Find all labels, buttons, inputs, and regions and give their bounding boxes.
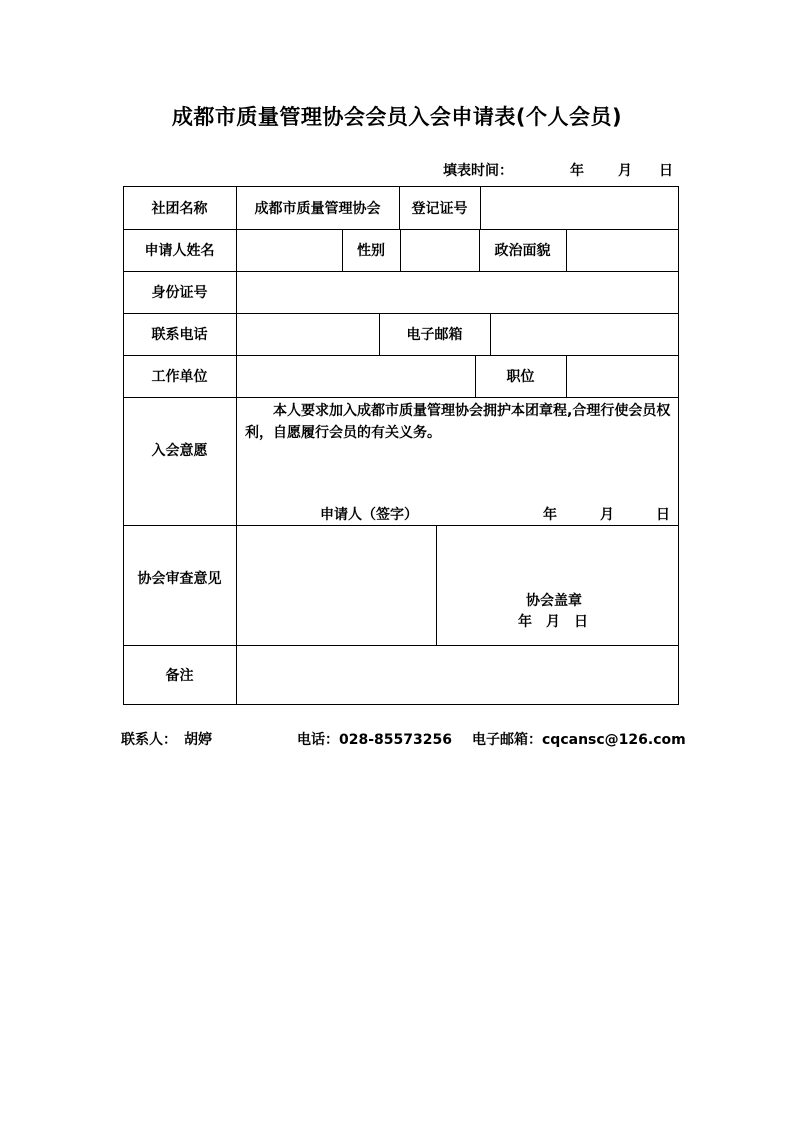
position-label: 职位 <box>506 369 535 385</box>
phone-field[interactable] <box>236 313 379 355</box>
signature-label: 申请人（签字） <box>320 507 418 523</box>
remarks-field[interactable] <box>236 645 679 705</box>
sign-year: 年 <box>543 507 557 523</box>
fill-time-label: 填表时间： <box>443 163 513 179</box>
seal-date: 年 月 日 <box>518 614 588 630</box>
sign-day: 日 <box>656 507 670 523</box>
gender-field[interactable] <box>400 229 479 271</box>
review-field[interactable] <box>236 525 436 645</box>
id-label: 身份证号 <box>151 285 208 301</box>
work-field[interactable] <box>236 355 475 397</box>
review-label: 协会审查意见 <box>137 571 222 587</box>
email-label: 电子邮箱 <box>406 327 463 343</box>
reg-no-label: 登记证号 <box>411 200 468 217</box>
position-field[interactable] <box>566 355 679 397</box>
footer-contact: 联系人： 胡婷 <box>121 732 212 748</box>
seal-label: 协会盖章 <box>526 593 582 609</box>
email-field[interactable] <box>490 313 679 355</box>
org-name-label: 社团名称 <box>151 200 208 217</box>
col-divider <box>436 525 437 645</box>
political-label: 政治面貌 <box>494 243 551 259</box>
intent-label: 入会意愿 <box>151 443 208 459</box>
intent-statement: 本人要求加入成都市质量管理协会拥护本团章程,合理行使会员权利，自愿履行会员的有关义务。 <box>245 403 671 441</box>
id-field[interactable] <box>236 271 679 313</box>
sign-month: 月 <box>600 507 614 523</box>
phone-label: 联系电话 <box>151 327 208 343</box>
footer-phone: 电话：028-85573256 <box>297 732 452 748</box>
fill-day: 日 <box>659 163 673 179</box>
applicant-name-label: 申请人姓名 <box>144 243 215 259</box>
form-title: 成都市质量管理协会会员入会申请表(个人会员) <box>171 105 623 129</box>
remarks-label: 备注 <box>165 668 194 684</box>
org-name-value: 成都市质量管理协会 <box>254 200 381 217</box>
political-field[interactable] <box>566 229 679 271</box>
reg-no-field[interactable] <box>480 186 679 229</box>
work-label: 工作单位 <box>151 369 208 385</box>
fill-month: 月 <box>618 163 632 179</box>
fill-year: 年 <box>570 163 584 179</box>
applicant-name-field[interactable] <box>236 229 342 271</box>
gender-label: 性别 <box>357 243 385 259</box>
footer-email: 电子邮箱：cqcansc@126.com <box>472 732 686 748</box>
